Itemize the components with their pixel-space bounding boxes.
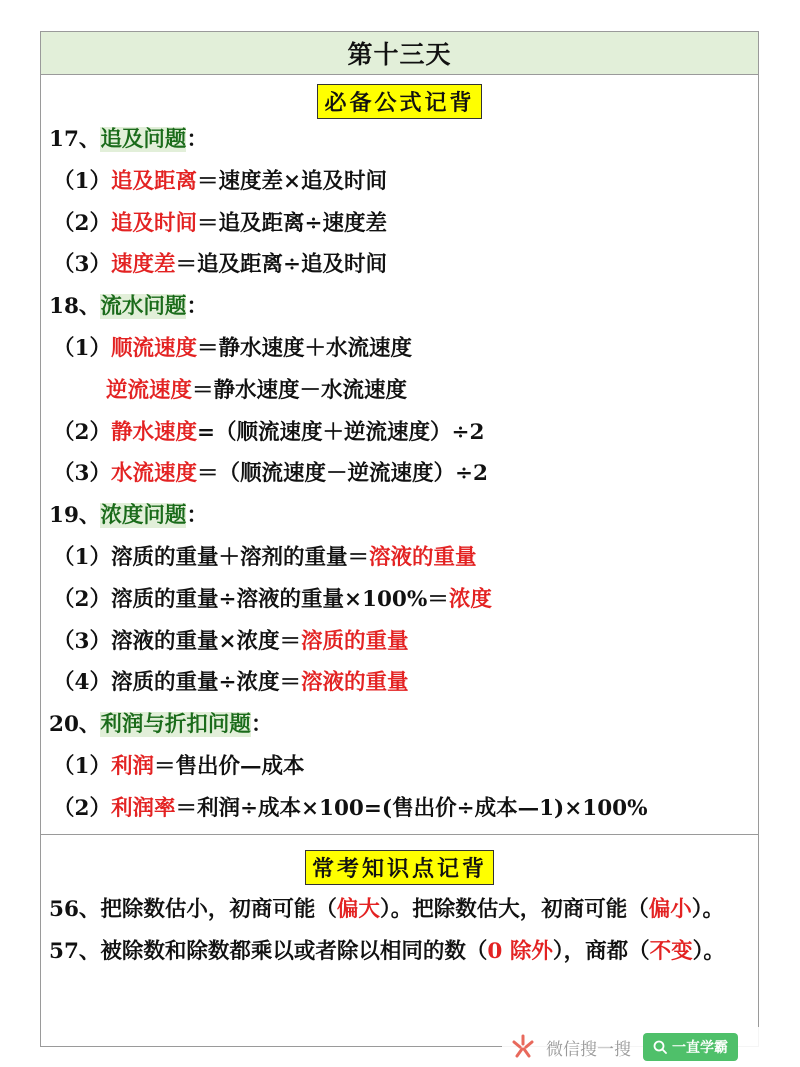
p57-text-c: ）。: [692, 938, 725, 964]
section1-head: [41, 84, 758, 119]
formula-expression: ＝追及距离÷速度差: [196, 210, 387, 236]
formula-result: 溶液的重量: [368, 544, 477, 570]
knowledge-56: [41, 889, 758, 931]
watermark-button-label: 一直学霸: [672, 1040, 728, 1056]
formula-line: [49, 161, 758, 203]
p56-text-a: 56、把除数估小，初商可能（: [49, 896, 337, 922]
formula-expression: ＝速度差×追及时间: [196, 168, 387, 194]
section2-head: [41, 844, 758, 885]
formula-expression: ＝追及距离÷追及时间: [175, 252, 387, 278]
formula-result: 溶质的重量: [300, 628, 409, 654]
formula-expression: 溶质的重量÷浓度＝: [110, 670, 301, 696]
topic-number: 17、: [49, 127, 101, 152]
formula-line: [49, 328, 758, 370]
formula-line: [49, 746, 758, 788]
formula-index: （3）: [53, 461, 111, 487]
topic-heading: [49, 495, 758, 537]
p57-answer-2: 不变: [649, 938, 693, 964]
worksheet: [40, 31, 759, 1047]
p56-answer-2: 偏小: [648, 896, 692, 922]
topic-heading: [49, 286, 758, 328]
formula-subject: 水流速度: [110, 461, 197, 487]
formula-line: [49, 537, 758, 579]
search-icon: [653, 1040, 667, 1054]
formula-expression: 溶质的重量＋溶剂的重量＝: [110, 544, 369, 570]
formula-subject: 逆流速度: [106, 377, 193, 403]
formula-line: [49, 453, 758, 495]
formula-subject: 顺流速度: [110, 335, 197, 361]
section2-heading: 常考知识点记背: [305, 850, 494, 885]
formula-line: [49, 579, 758, 621]
p56-text-c: ）。: [691, 896, 724, 922]
section1-heading: 必备公式记背: [317, 84, 481, 119]
formula-index: （2）: [53, 210, 111, 236]
p57-answer-1: 0 除外: [487, 938, 553, 964]
wechat-search-logo-icon: [508, 1032, 538, 1062]
topic-title: 利润与折扣问题: [100, 712, 251, 738]
formula-subject: 速度差: [110, 252, 176, 278]
formula-expression: 溶液的重量×浓度＝: [110, 628, 301, 654]
formula-index: （1）: [53, 335, 111, 361]
topic-heading: [49, 704, 758, 746]
formula-line: [49, 621, 758, 663]
formula-line: [49, 412, 758, 454]
topic-colon: ：: [186, 294, 208, 320]
formula-list: [41, 119, 758, 830]
formula-index: （1）: [53, 544, 111, 570]
topic-colon: ：: [250, 712, 273, 738]
formula-index: （3）: [53, 628, 111, 654]
topic-title: 追及问题: [100, 127, 187, 152]
formula-index: （2）: [53, 419, 111, 445]
watermark-search-button[interactable]: [643, 1033, 738, 1061]
section-divider: [41, 834, 758, 835]
topic-number: 20、: [49, 712, 101, 738]
formula-expression: 溶质的重量÷溶液的重量×100%＝: [110, 586, 449, 612]
page-title: 第十三天: [41, 32, 758, 75]
formula-expression: =（顺流速度＋逆流速度）÷2: [196, 419, 485, 445]
knowledge-57: [41, 931, 758, 973]
formula-expression: ＝（顺流速度－逆流速度）÷2: [196, 461, 488, 487]
formula-subject: 利润: [110, 753, 154, 779]
formula-line: [49, 203, 758, 245]
wechat-search-watermark: [502, 1027, 800, 1067]
formula-result: 浓度: [448, 586, 492, 612]
formula-line: [49, 662, 758, 704]
formula-line: [49, 370, 758, 412]
topic-number: 19、: [49, 503, 101, 529]
formula-expression: ＝售出价—成本: [153, 753, 305, 779]
p57-text-a: 57、被除数和除数都乘以或者除以相同的数（: [49, 938, 488, 964]
formula-subject: 利润率: [110, 795, 176, 821]
p56-text-b: ）。把除数估大，初商可能（: [379, 896, 649, 922]
formula-subject: 追及距离: [110, 168, 197, 194]
topic-colon: ：: [186, 127, 208, 152]
formula-subject: 静水速度: [110, 419, 197, 445]
p56-answer-1: 偏大: [336, 896, 380, 922]
topic-heading: [49, 119, 758, 161]
topic-title: 浓度问题: [100, 503, 187, 529]
formula-result: 溶液的重量: [300, 670, 409, 696]
topic-colon: ：: [186, 503, 208, 529]
p57-text-b: ），商都（: [552, 938, 650, 964]
formula-subject: 追及时间: [110, 210, 197, 236]
formula-expression: ＝静水速度－水流速度: [192, 377, 408, 403]
formula-expression: ＝静水速度＋水流速度: [196, 335, 412, 361]
formula-line: [49, 244, 758, 286]
formula-index: （2）: [53, 586, 111, 612]
formula-line: [49, 788, 758, 830]
topic-number: 18、: [49, 294, 101, 320]
formula-index: （3）: [53, 252, 111, 278]
formula-index: （1）: [53, 168, 111, 194]
formula-index: （2）: [53, 795, 111, 821]
topic-title: 流水问题: [100, 294, 187, 320]
formula-expression: ＝利润÷成本×100=(售出价÷成本—1)×100%: [175, 795, 648, 821]
watermark-text: 微信搜一搜: [546, 1039, 631, 1060]
formula-index: （1）: [53, 753, 111, 779]
formula-index: （4）: [53, 670, 111, 696]
